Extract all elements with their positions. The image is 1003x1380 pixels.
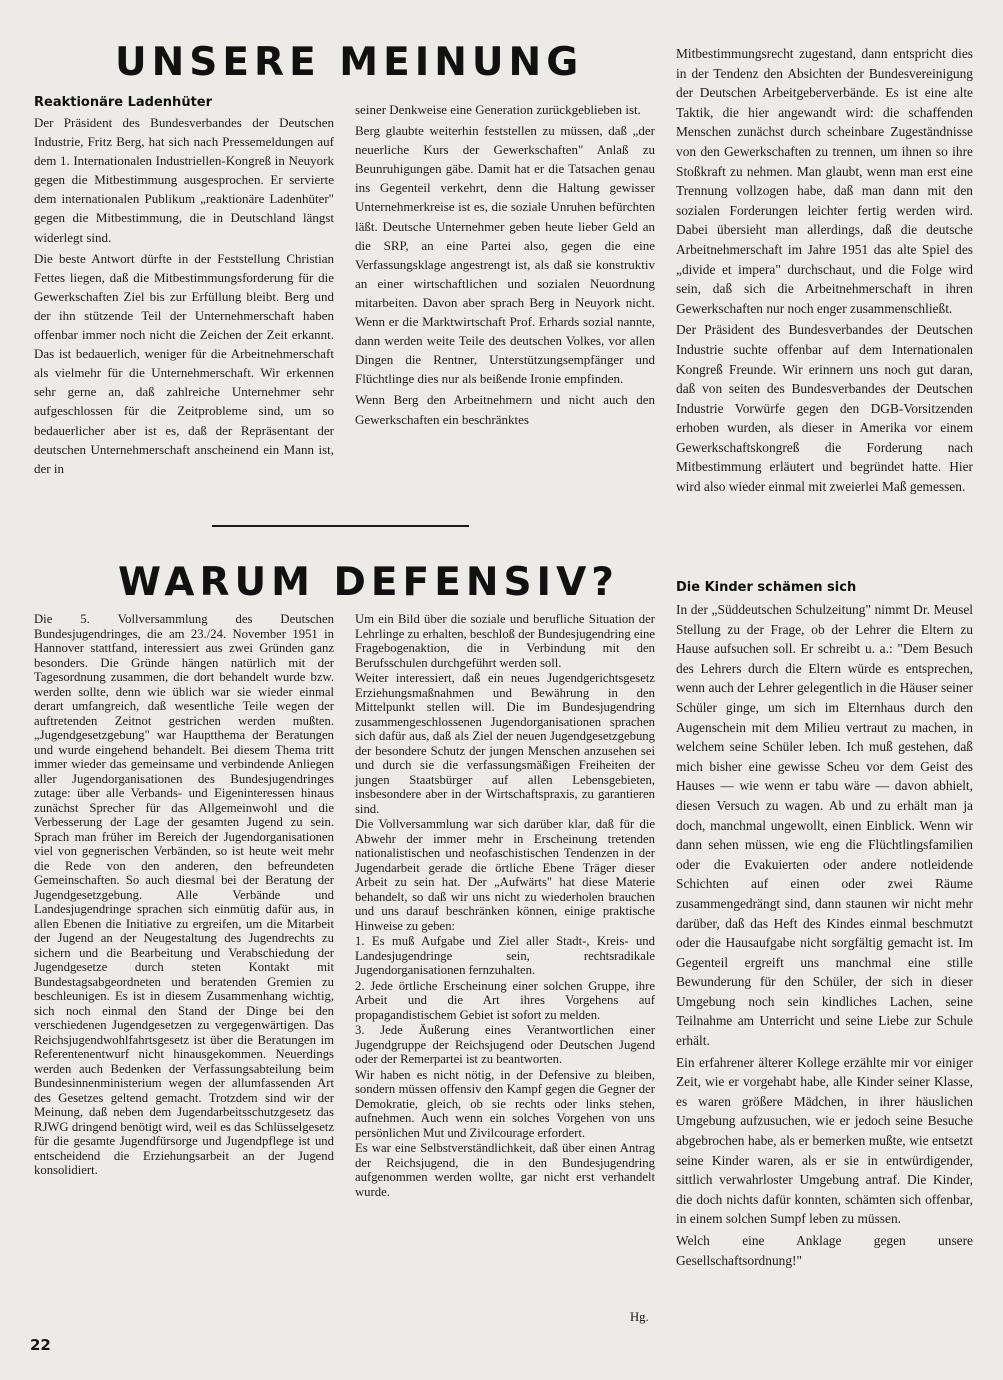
- article1-column1: [34, 113, 334, 480]
- page-number: 22: [30, 1336, 51, 1354]
- paragraph: Der Präsident des Bundesverbandes der Deutschen Industrie suchte offenbar auf dem Internationalen Kongreß Freunde. Wir erinnern uns noch gut daran, daß von seiten des Bundesverbandes der Deutschen Industrie Vorwürfe gegen den DGB-Vorsitzenden erhoben wurden, als dieser in Amerika vor einem Gewerkschaftskongreß die Forderung nach Mitbestimmung erläutert und begründet hatte. Hier wird also wieder einmal mit zweierlei Maß gemessen.: [676, 322, 973, 495]
- article2-column1: [34, 612, 334, 1179]
- paragraph: Der Präsident des Bundesverbandes der Deutschen Industrie, Fritz Berg, hat sich nach Pressemeldungen auf dem 1. Internationalen Industriellen-Kongreß in Neuyork gegen die Mitbestimmung ausgesprochen. Er servierte dem internationalen Publikum „reaktionäre Ladenhüter" gegen die Mitbestimmung, die in Deutschland längst widerlegt sind.: [34, 115, 334, 245]
- paragraph: Wir haben es nicht nötig, in der Defensive zu bleiben, sondern müssen offensiv den Kampf gegen die Gegner der Demokratie, gleich, ob sie rechts oder links stehen, aufnehmen. Auch wenn ein solches Vorgehen von uns persönlichen Mut und Zivilcourage erfordert.: [355, 1067, 655, 1140]
- headline-unsere-meinung: UNSERE MEINUNG: [115, 40, 584, 85]
- paragraph: Die 5. Vollversammlung des Deutschen Bundesjugendringes, die am 23./24. November 1951 in Hannover stattfand, interessiert aus zwei Gründen ganz besonders. Die Gründe hängen natürlich mit der Tagesordnung zusammen, die dort behandelt wurde bzw. werden sollte, denn wie üblich war sie wieder einmal derart umfangreich, daß wesentliche Teile wegen der auftretenden Zeitnot gestrichen werden mußten. „Jugendgesetzgebung" war Hauptthema der Beratungen und wurde eingehend behandelt. Bei diesem Thema tritt immer wieder das gemeinsame und verbindende Anliegen aller Jugendorganisationen des Bundesjugendringes zutage: über alle Verbands- und Eigeninteressen hinaus zunächst Sprecher für das Allgemeinwohl und die Verbesserung der Lage der gesamten Jugend zu sein. Sprach man früher im Bereich der Jugendorganisationen viel von gegnerischen Verbänden, so ist heute weit mehr die Rede von den anderen, den befreundeten Gemeinschaften. So auch diesmal bei der Beratung der Jugendgesetzgebung. Alle Verbände und Landesjugendringe sprachen sich einmütig dafür aus, in allen Ebenen die Initiative zu ergreifen, um die Mitarbeit der Jugend an der Neugestaltung des Jugendrechts zu sichern und die Bearbeitung und Verabschiedung der Jugendgesetze durch steten Kontakt mit Bundestagsabgeordneten und beratenden Gremien zu beschleunigen. Es ist in diesem Zusammenhang wichtig, sich noch einmal den Stand der Dinge bei den verschiedenen Jugendgesetzen zu vergegenwärtigen. Das Reichsjugendwohlfahrtsgesetz ist über die Beratungen im Referentenentwurf nicht hinausgekommen. Neuerdings werden auch Bedenken der Verfassungsabteilung beim Bundesinnenministerium wegen der allumfassenden Art des Gesetzes geltend gemacht. Trotzdem sind wir der Meinung, daß neben dem Jugendarbeitsschutzgesetz das RJWG dringend benötigt wird, weil es das Schlüsselgesetz für die gesamte Jugendfürsorge und Jugendpflege ist und entscheidend die Erziehungsarbeit an der Jugend konsolidiert.: [34, 612, 334, 1177]
- section-divider: [212, 525, 469, 527]
- headline-warum-defensiv: WARUM DEFENSIV?: [118, 560, 619, 605]
- paragraph: In der „Süddeutschen Schulzeitung" nimmt Dr. Meusel Stellung zu der Frage, ob der Lehrer die Eltern zu Hause aufsuchen soll. Er schreibt u. a.: "Dem Besuch des Lehrers durch die Eltern würde es entsprechen, wenn auch der Lehrer gelegentlich in die Häuser seiner Schüler ginge, um sich im Elternhaus durch den Augenschein mit dem Milieu vertraut zu machen, in welchem seine Schüler leben. Ich muß gestehen, daß mich bisher eine gewisse Scheu vor dem Geist des Hauses — wie wenn er tabu wäre — davon abhielt, diesen Versuch zu wagen. Ab und zu erhält man ja doch, manchmal ungewollt, einen Einblick. Wenn wir dann sehen müssen, wie eng die Flüchtlingsfamilien oder die Evakuierten oder andere notleidende Schichten auf einen oder zwei Räume zusammengedrängt sind, dann staunen wir nicht mehr darüber, daß das Heft des Kindes einmal beschmutzt oder die Hausaufgabe nicht sorgfältig gemacht ist. Im Gegenteil ergreift uns manchmal eine stille Bewunderung für den Schüler, der sich in dieser Umgebung noch sein kindliches Lachen, seine Teilnahme am Unterricht und seine Liebe zur Schule erhält.: [676, 602, 973, 1049]
- list-item: 2. Jede örtliche Erscheinung einer solchen Gruppe, ihre Arbeit und die Art ihres Vorgehens auf propagandistischem Gebiet ist sofort zu melden.: [355, 978, 655, 1022]
- paragraph: Es war eine Selbstverständlichkeit, daß über einen Antrag der Reichsjugend, die in den Bundesjugendring aufgenommen werden wollte, gar nicht erst verhandelt wurde.: [355, 1141, 655, 1199]
- paragraph: Die beste Antwort dürfte in der Feststellung Christian Fettes liegen, daß die Mitbestimmungsforderung für die Gewerkschaften Ziel bis zur Erfüllung bleibt. Berg und der ihn stützende Teil der Unternehmerschaft haben offenbar immer noch nicht die Zeichen der Zeit erkannt. Das ist bedauerlich, weniger für die Arbeitnehmerschaft als vielmehr für die Unternehmerschaft. Wir erkennen sehr gerne an, daß zahlreiche Unternehmer sehr aufgeschlossen für die Zeitprobleme sind, um so bedauerlicher aber ist es, daß der Repräsentant der deutschen Unternehmerschaft anscheinend ein Mann ist, der in: [34, 250, 334, 476]
- paragraph: Mitbestimmungsrecht zugestand, dann entspricht dies in der Tendenz den Absichten der Bundesvereinigung der Deutschen Arbeitgeberverbände. Es ist eine alte Taktik, die hier angewandt wird: die schaffenden Menschen zunächst durch scheinbare Zugeständnisse von den Gewerkschaften zu trennen, um ihnen so ihre Stoßkraft zu nehmen. Man glaubt, wenn man erst eine Trennung vollzogen habe, daß man dann mit den sozialen Forderungen leichter fertig werden wird. Dabei übersieht man allerdings, daß die deutsche Arbeitnehmerschaft im Jahre 1951 das alte Spiel des „divide et impera" durchschaut, und die Folge wird sein, daß sich die Arbeitnehmerschaft in ihren Gewerkschaften nur noch enger zusammenschließt.: [676, 46, 973, 316]
- paragraph: Berg glaubte weiterhin feststellen zu müssen, daß „der neuerliche Kurs der Gewerkschaften" Anlaß zu Beunruhigungen gäbe. Damit hat er die Tatsachen genau ins Gegenteil verkehrt, denn die Haltung gewisser Unternehmerkreise ist es, die soziale Unruhen befürchten läßt. Deutsche Unternehmer geben heute lieber Geld an die SRP, an eine Partei also, gegen die eine Verfassungsklage angestrengt ist, als daß sie konstruktiv an einer wirtschaftlichen und sozialen Neuordnung mitarbeiten. Davon aber sprach Berg in Neuyork nicht. Wenn er die Marktwirtschaft Prof. Erhards sozial nannte, dann werden weite Teile des deutschen Volkes, vor allen Dingen die Rentner, Unterstützungsempfänger und Flüchtlinge dies nur als beißende Ironie empfinden.: [355, 123, 655, 387]
- article1-column3: [676, 44, 973, 499]
- author-signature: Hg.: [630, 1310, 649, 1324]
- list-item: 1. Es muß Aufgabe und Ziel aller Stadt-, Kreis- und Landesjugendringe sein, rechtsradikale Jugendorganisationen fernzuhalten.: [355, 934, 655, 977]
- paragraph: Ein erfahrener älterer Kollege erzählte mir vor einiger Zeit, wie er vorgehabt habe, alle Kinder seiner Klasse, es waren größere Mädchen, in ihrer häuslichen Umgebung aufzusuchen, wie er jedoch seine Besuche abgebrochen habe, als er bemerken mußte, wie entsetzt seine Kinder waren, als er sie in entwürdigender, sittlich verwahrloster Umgebung antraf. Die Kinder, die doch nichts dafür konnten, schämten sich offenbar, in einem solchen Sumpf leben zu müssen.: [676, 1054, 973, 1227]
- paragraph: Die Vollversammlung war sich darüber klar, daß für die Abwehr der immer mehr in Erscheinung tretenden nationalistischen und neofaschistischen Tendenzen in der Jugendarbeit gerade die örtliche Ebene Träger dieser Arbeit zu sein hat. Der „Aufwärts" hat diese Materie behandelt, so daß wir uns nicht zu wiederholen brauchen und uns darauf beschränken können, einige praktische Hinweise zu geben:: [355, 817, 655, 933]
- paragraph: Weiter interessiert, daß ein neues Jugendgerichtsgesetz Erziehungsmaßnahmen und Bewährung in den Mittelpunkt stellen will. Die im Bundesjugendring zusammengeschlossenen Jugendorganisationen sprachen sich dafür aus, daß als Ziel der neuen Jugendgesetzgebung der besondere Schutz der jungen Menschen anzusehen sei und durch sie die verfassungsmäßigen Freiheiten der jungen Staatsbürger auf allen Lebensgebieten, insbesondere aber in der Wirtschaftspraxis, zu garantieren sind.: [355, 671, 655, 816]
- paragraph: seiner Denkweise eine Generation zurückgeblieben ist.: [355, 102, 641, 117]
- paragraph: Um ein Bild über die soziale und berufliche Situation der Lehrlinge zu erhalten, beschloß der Bundesjugendring eine Fragebogenaktion, die in Verbindung mit den Berufsschulen durchgeführt werden soll.: [355, 612, 655, 670]
- paragraph: Welch eine Anklage gegen unsere Gesellschaftsordnung!": [676, 1233, 973, 1268]
- article2-column2: [355, 612, 655, 1200]
- article3-column: [676, 600, 973, 1272]
- subhead-reaktionaere-ladenhueter: Reaktionäre Ladenhüter: [34, 95, 213, 110]
- article1-column2: [355, 100, 655, 431]
- paragraph: Wenn Berg den Arbeitnehmern und nicht auch den Gewerkschaften ein beschränktes: [355, 392, 655, 427]
- subhead-die-kinder-schaemen-sich: Die Kinder schämen sich: [676, 580, 857, 595]
- list-item: 3. Jede Äußerung eines Verantwortlichen einer Jugendgruppe der Reichsjugend oder Deutschen Jugend oder der Remerpartei ist zu beantworten.: [355, 1023, 655, 1066]
